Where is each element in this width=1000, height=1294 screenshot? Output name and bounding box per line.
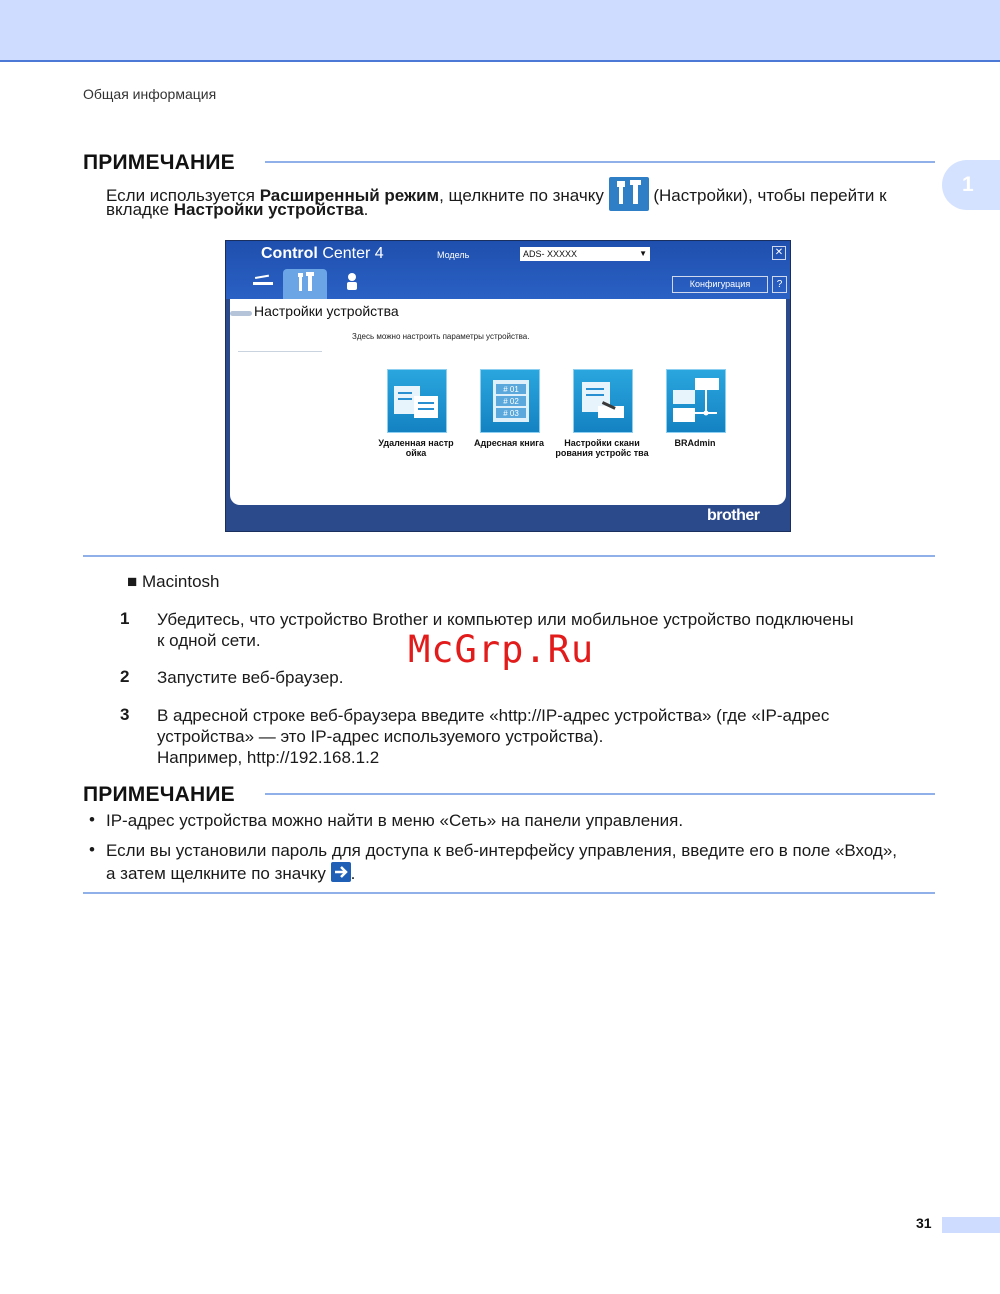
- scan-tab-icon[interactable]: [251, 271, 275, 294]
- note-text: а затем щелкните по значку: [106, 863, 331, 883]
- page-number-bar: [942, 1217, 1000, 1233]
- step-3-line-3: Например, http://192.168.1.2: [157, 748, 380, 767]
- note-text: (Настройки), чтобы перейти к: [648, 185, 887, 205]
- tile-label-address-book: Адресная книга: [473, 438, 545, 448]
- page-number: 31: [916, 1215, 932, 1231]
- note-text-line-2: [106, 199, 368, 220]
- cc-logo: Control Center 4: [261, 245, 384, 262]
- note2-item-1: IP-адрес устройства можно найти в меню «Сеть» на панели управления.: [106, 811, 684, 830]
- note-text: Если используется: [106, 185, 260, 205]
- cc-title-bar: [226, 241, 790, 299]
- address-entry-1: # 01: [503, 385, 519, 394]
- configuration-button[interactable]: Конфигурация: [672, 276, 768, 293]
- note-text: .: [363, 200, 369, 219]
- step-number-1: 1: [120, 609, 130, 628]
- note-text: .: [350, 863, 356, 883]
- address-entry-2: # 02: [503, 397, 519, 406]
- tools-tab-icon[interactable]: [296, 271, 316, 298]
- note-heading-rule: [265, 161, 935, 163]
- tile-label-remote-setup: Удаленная настр ойка: [378, 438, 454, 458]
- settings-tools-icon: [609, 177, 649, 216]
- watermark: McGrp.Ru: [408, 628, 595, 671]
- note-end-rule: [83, 892, 935, 894]
- step-1-line-2: к одной сети.: [157, 631, 261, 650]
- note-text: вкладке: [106, 200, 174, 219]
- note-heading: ПРИМЕЧАНИЕ: [83, 783, 235, 806]
- advanced-mode-label: Расширенный режим: [259, 185, 440, 205]
- tile-label-scan-settings: Настройки скани рования устройс тва: [555, 438, 649, 458]
- scan-settings-icon: [574, 370, 632, 432]
- person-tab-icon[interactable]: [344, 271, 360, 296]
- step-3-line-1: В адресной строке веб-браузера введите «http://IP-адрес устройства» (где «IP-адрес: [157, 706, 830, 725]
- model-label: Модель: [437, 250, 470, 260]
- step-2-line-1: Запустите веб-браузер.: [157, 668, 344, 687]
- brother-logo: brother: [707, 507, 760, 524]
- chapter-number: 1: [962, 173, 974, 196]
- address-entry-3: # 03: [503, 409, 519, 418]
- remote-setup-icon: [388, 370, 446, 432]
- close-button[interactable]: ✕: [772, 246, 786, 260]
- model-select[interactable]: ADS- XXXXX ▼: [520, 247, 650, 261]
- scan-settings-tile[interactable]: [573, 369, 633, 433]
- breadcrumb: Общая информация: [83, 86, 217, 102]
- panel-tab-mark: [230, 311, 252, 316]
- chapter-tab: [942, 160, 1000, 210]
- chevron-down-icon: ▼: [639, 249, 647, 258]
- note-heading-rule: [265, 793, 935, 795]
- panel-title: Настройки устройства: [254, 303, 399, 319]
- top-header-band: [0, 0, 1000, 62]
- macintosh-label: Macintosh: [142, 572, 220, 591]
- bradmin-icon: [667, 370, 725, 432]
- square-bullet-icon: ■: [127, 572, 138, 591]
- cc-footer: [226, 507, 790, 531]
- note2-item-2-line-2: [106, 862, 355, 887]
- step-1-line-1: Убедитесь, что устройство Brother и компьютер или мобильное устройство подключены: [157, 610, 854, 629]
- arrow-right-icon: [331, 862, 351, 887]
- cc-panel: [230, 299, 786, 505]
- device-settings-label: Настройки устройства: [173, 200, 364, 219]
- address-book-tile[interactable]: [480, 369, 540, 433]
- list-bullet: •: [89, 840, 95, 859]
- note-heading: ПРИМЕЧАНИЕ: [83, 151, 235, 174]
- remote-setup-tile[interactable]: [387, 369, 447, 433]
- note2-item-2-line-1: Если вы установили пароль для доступа к веб-интерфейсу управления, введите его в поле «Вход»,: [106, 841, 898, 860]
- tile-label-bradmin: BRAdmin: [674, 438, 716, 448]
- address-book-icon: [481, 370, 539, 432]
- list-bullet: •: [89, 810, 95, 829]
- step-number-2: 2: [120, 667, 130, 686]
- macintosh-heading: [127, 571, 220, 592]
- control-center-screenshot: [225, 240, 791, 532]
- step-3-line-2: устройства» — это IP-адрес используемого устройства).: [157, 727, 604, 746]
- bradmin-tile[interactable]: [666, 369, 726, 433]
- note-text: , щелкните по значку: [439, 185, 609, 205]
- panel-divider: [238, 351, 322, 352]
- help-button[interactable]: ?: [772, 276, 787, 293]
- note-end-rule: [83, 555, 935, 557]
- panel-description: Здесь можно настроить параметры устройства.: [352, 332, 530, 341]
- step-number-3: 3: [120, 705, 130, 724]
